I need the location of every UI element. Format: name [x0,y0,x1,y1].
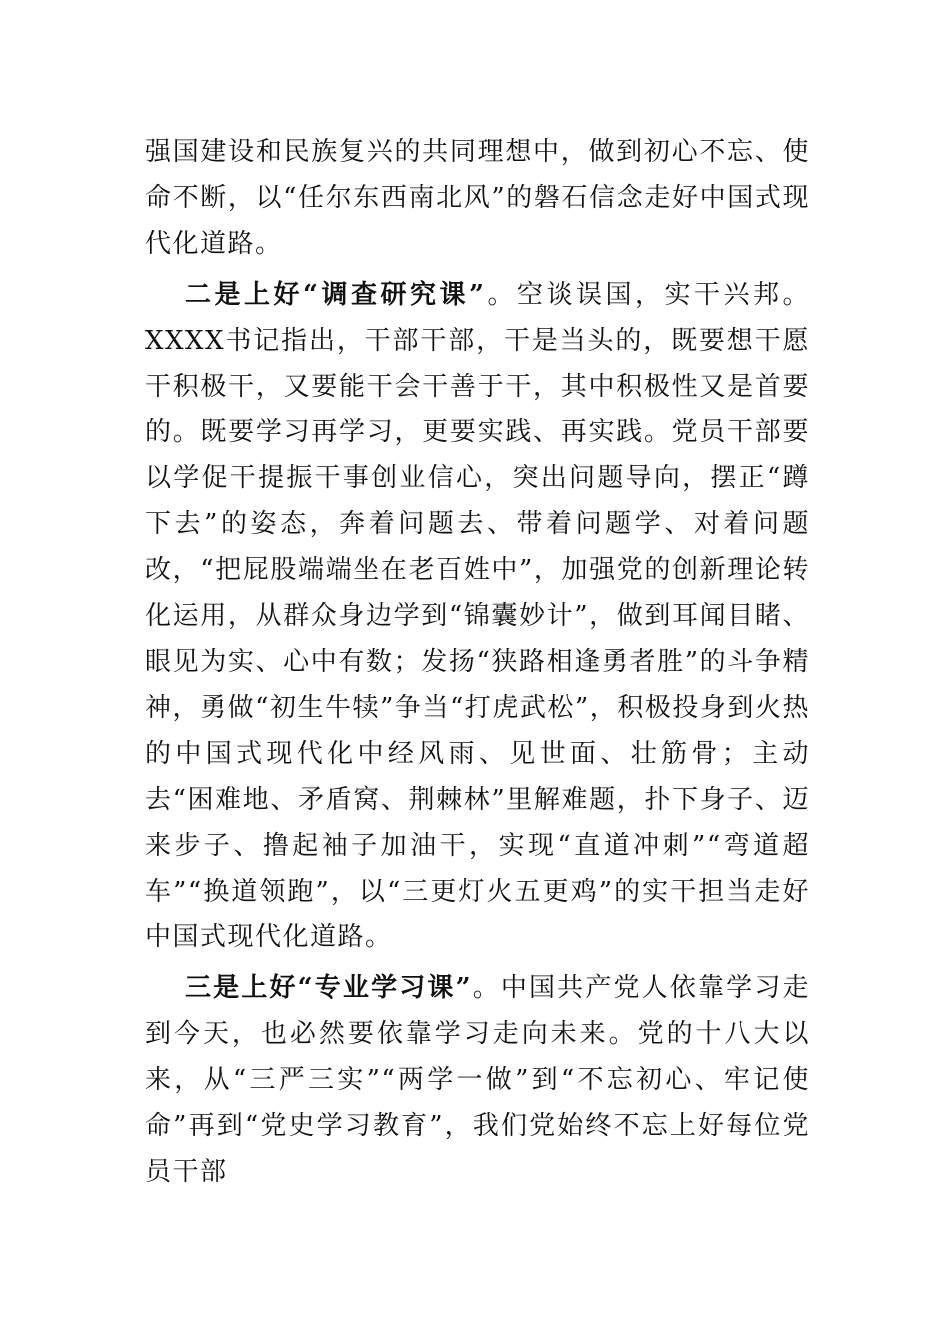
document-page [145,130,810,1196]
paragraph-study-lesson [145,966,810,1196]
paragraph-text: 。中国共产党人依靠学习走到今天，也必然要依靠学习走向未来。党的十八大以来，从“三严三实”“两学一做”到“不忘初心、牢记使命”再到“党史学习教育”，我们党始终不忘上好每位党员干部 [145,973,810,1187]
paragraph-heading: 二是上好“调查研究课” [185,279,486,310]
paragraph-continuation [145,130,810,268]
paragraph-research-lesson [145,273,810,962]
paragraph-text: 强国建设和民族复兴的共同理想中，做到初心不忘、使命不断，以“任尔东西南北风”的磐石信念走好中国式现代化道路。 [145,137,810,259]
paragraph-heading: 三是上好“专业学习课” [185,973,473,1004]
paragraph-text: 。空谈误国，实干兴邦。XXXX书记指出，干部干部，干是当头的，既要想干愿干积极干，又要能干会干善于干，其中积极性又是首要的。既要学习再学习，更要实践、再实践。党员干部要以学促干提振干事创业信心，突出问题导向，摆正“蹲下去”的姿态，奔着问题去、带着问题学、对着问题改，“把屁股端端坐在老百姓中”，加强党的创新理论转化运用，从群众身边学到“锦囊妙计”，做到耳闻目睹、眼见为实、心中有数；发扬“狭路相逢勇者胜”的斗争精神，勇做“初生牛犊”争当“打虎武松”，积极投身到火热的中国式现代化中经风雨、见世面、壮筋骨；主动去“困难地、矛盾窝、荆棘林”里解难题，扑下身子、迈来步子、撸起袖子加油干，实现“直道冲刺”“弯道超车”“换道领跑”，以“三更灯火五更鸡”的实干担当走好中国式现代化道路。 [145,279,810,953]
